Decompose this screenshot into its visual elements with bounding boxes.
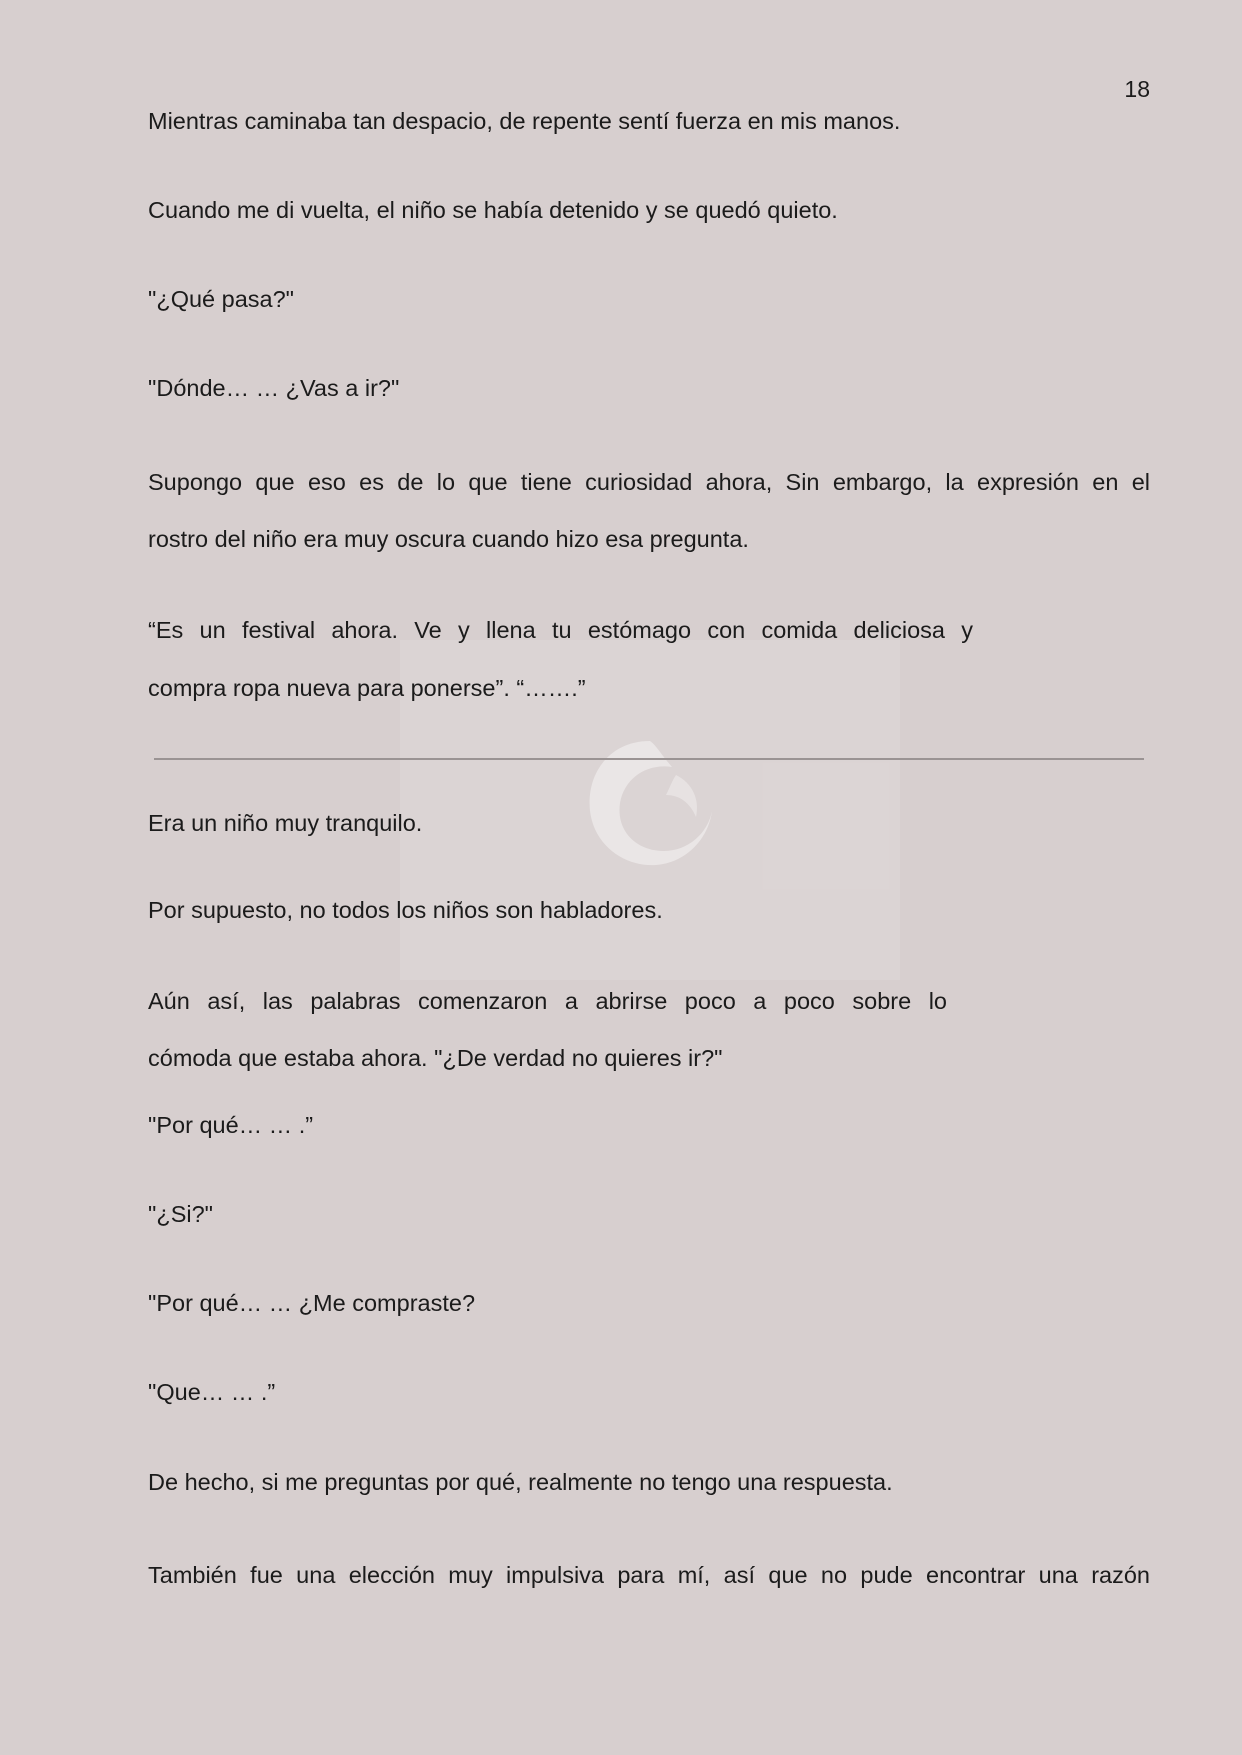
paragraph-line: Aún así, las palabras comenzaron a abrirse poco a poco sobre lo — [148, 988, 947, 1014]
paragraph-line: cómoda que estaba ahora. "¿De verdad no quieres ir?" — [148, 1045, 723, 1071]
dialogue-line: "¿Si?" — [148, 1201, 214, 1227]
section-divider — [154, 758, 1144, 760]
paragraph-line: También fue una elección muy impulsiva para mí, así que no pude encontrar una razón — [148, 1562, 1150, 1588]
dialogue-line: "Por qué… … .” — [148, 1112, 314, 1138]
dialogue-line: "Por qué… … ¿Me compraste? — [148, 1290, 476, 1316]
dialogue-line: "Que… … .” — [148, 1379, 276, 1405]
paragraph-line: Supongo que eso es de lo que tiene curiosidad ahora, Sin embargo, la expresión en el — [148, 469, 1150, 495]
dialogue-line: "¿Qué pasa?" — [148, 286, 295, 312]
paragraph-line: Mientras caminaba tan despacio, de repente sentí fuerza en mis manos. — [148, 108, 901, 134]
paragraph-line: “Es un festival ahora. Ve y llena tu estómago con comida deliciosa y — [148, 617, 973, 643]
dialogue-line: "Dónde… … ¿Vas a ir?" — [148, 375, 400, 401]
paragraph-line: Cuando me di vuelta, el niño se había detenido y se quedó quieto. — [148, 197, 838, 223]
paragraph-line: Por supuesto, no todos los niños son habladores. — [148, 897, 663, 923]
watermark-logo-icon — [580, 733, 720, 873]
page-number: 18 — [1124, 76, 1150, 102]
paragraph-line: Era un niño muy tranquilo. — [148, 810, 423, 836]
paragraph-line: rostro del niño era muy oscura cuando hizo esa pregunta. — [148, 526, 749, 552]
paragraph-line: compra ropa nueva para ponerse”. “…….” — [148, 675, 586, 701]
paragraph-line: De hecho, si me preguntas por qué, realmente no tengo una respuesta. — [148, 1469, 893, 1495]
